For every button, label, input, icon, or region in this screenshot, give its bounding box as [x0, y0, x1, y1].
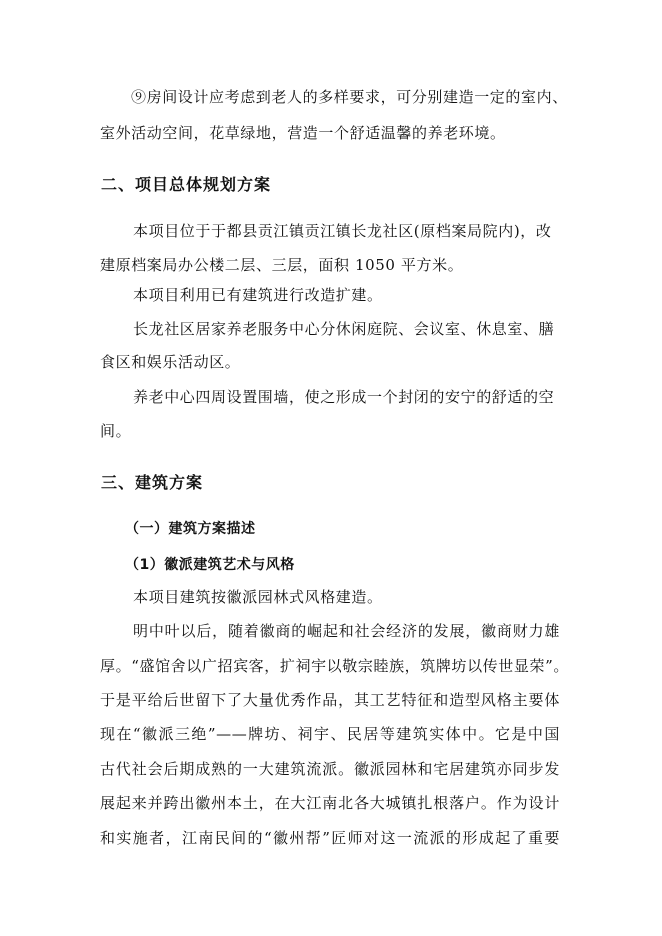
section-3-p2-line-2: 厚。“盛馆舍以广招宾客，扩祠宇以敬宗睦族，筑牌坊以传世显荣”。: [100, 657, 569, 675]
section-3-p2-line-3: 于是平给后世留下了大量优秀作品，其工艺特征和造型风格主要体: [100, 691, 560, 709]
section-2-p3-line-2: 食区和娱乐活动区。: [100, 353, 241, 371]
section-2-p3-line-1: 长龙社区居家养老服务中心分休闲庭院、会议室、休息室、膳: [133, 320, 555, 338]
section-3-p2-line-6: 展起来并跨出徽州本土，在大江南北各大城镇扎根落户。作为设计: [100, 794, 560, 812]
section-2-heading: 二、项目总体规划方案: [101, 175, 272, 194]
section-3-p2-line-7: 和实施者，江南民间的“徽州帮”匠师对这一流派的形成起了重要: [100, 829, 560, 847]
section-2-p4-line-1: 养老中心四周设置围墙，使之形成一个封闭的安宁的舒适的空: [133, 388, 555, 406]
section-3-p2-line-5: 古代社会后期成熟的一大建筑流派。徽派园林和宅居建筑亦同步发: [100, 760, 560, 778]
section-2-p4-line-2: 间。: [100, 422, 132, 440]
intro-line-2: 室外活动空间，花草绿地，营造一个舒适温馨的养老环境。: [100, 124, 506, 142]
section-3-p1: 本项目建筑按徽派园林式风格建造。: [133, 588, 383, 606]
section-3-heading: 三、建筑方案: [101, 473, 204, 492]
section-2-p1-line-2: 建原档案局办公楼二层、三层，面积 1050 平方米。: [100, 256, 464, 274]
section-3-subheading-1: （一）建筑方案描述: [125, 521, 256, 537]
section-2-p2: 本项目利用已有建筑进行改造扩建。: [133, 286, 383, 304]
section-2-p1-line-1: 本项目位于于都县贡江镇贡江镇长龙社区(原档案局院内)，改: [133, 222, 552, 240]
section-3-subheading-2: （1）徽派建筑艺术与风格: [125, 557, 295, 573]
intro-line-1: ⑨房间设计应考虑到老人的多样要求，可分别建造一定的室内、: [131, 88, 568, 106]
section-3-p2-line-1: 明中叶以后，随着徽商的崛起和社会经济的发展，徽商财力雄: [133, 622, 560, 640]
section-3-p2-line-4: 现在“徽派三绝”——牌坊、祠宇、民居等建筑实体中。它是中国: [100, 725, 560, 743]
